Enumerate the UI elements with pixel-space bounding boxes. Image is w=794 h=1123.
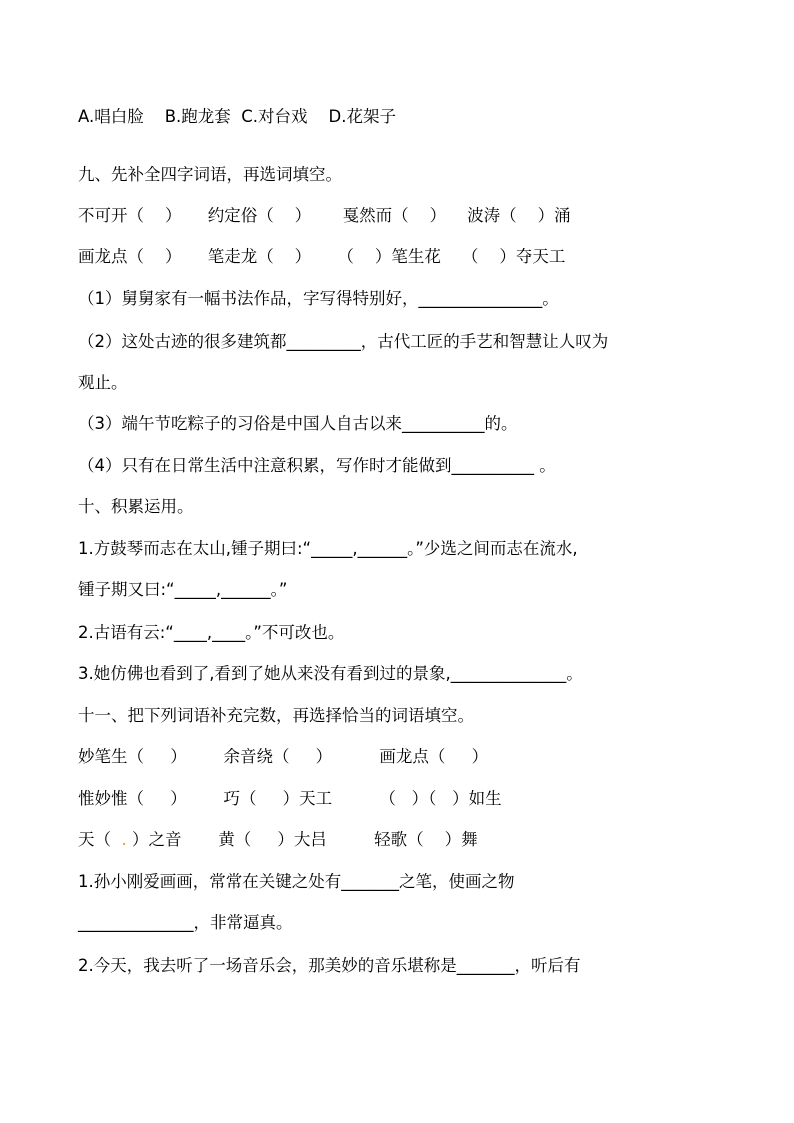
idiom-row: 惟妙惟（ ） 巧（ ）天工 （ ）（ ）如生	[78, 789, 502, 808]
answer-options: A.唱白脸 B.跑龙套 C.对台戏 D.花架子	[78, 107, 396, 126]
fill-question: 2.古语有云:“____,____。”不可改也。	[78, 623, 345, 642]
fill-question: （3）端午节吃粽子的习俗是中国人自古以来__________的。	[78, 414, 518, 433]
fill-question: 1.孙小刚爱画画，常常在关键之处有_______之笔，使画之物	[78, 872, 515, 891]
section-9-title: 九、先补全四字词语，再选词填空。	[78, 165, 342, 184]
idiom-row: 画龙点（ ） 笔走龙（ ） （ ）笔生花 （ ）夺天工	[78, 247, 566, 266]
fill-question: （2）这处古迹的很多建筑都_________，古代工匠的手艺和智慧让人叹为	[78, 332, 609, 351]
fill-question-continued: 锺子期又曰:“_____,______。”	[78, 580, 288, 599]
section-10-title: 十、积累运用。	[78, 497, 194, 516]
idiom-text: ）之音 黄（ ）大吕 轻歌（ ）舞	[126, 830, 478, 849]
fill-question: 1.方鼓琴而志在太山,锺子期曰:“_____,______。”少选之间而志在流水,	[78, 539, 578, 558]
idiom-row: 不可开（ ） 约定俗（ ） 戛然而（ ） 波涛（ ）涌	[78, 206, 571, 225]
fill-question: 2.今天，我去听了一场音乐会，那美妙的音乐堪称是_______，听后有	[78, 956, 581, 975]
idiom-text: 天（	[78, 830, 122, 849]
fill-question: （1）舅舅家有一幅书法作品，字写得特别好，_______________。	[78, 289, 559, 308]
fill-question: （4）只有在日常生活中注意积累，写作时才能做到__________ 。	[78, 456, 556, 475]
idiom-row: 妙笔生（ ） 余音绕（ ） 画龙点（ ）	[78, 747, 489, 766]
fill-question-continued: ______________，非常逼真。	[78, 913, 293, 932]
idiom-row	[78, 829, 478, 851]
stray-dot-mark: .	[121, 830, 127, 849]
section-11-title: 十一、把下列词语补充完数，再选择恰当的词语填空。	[78, 706, 474, 725]
fill-question: 3.她仿佛也看到了,看到了她从来没有看到过的景象,______________。	[78, 664, 583, 683]
fill-question-continued: 观止。	[78, 373, 128, 392]
